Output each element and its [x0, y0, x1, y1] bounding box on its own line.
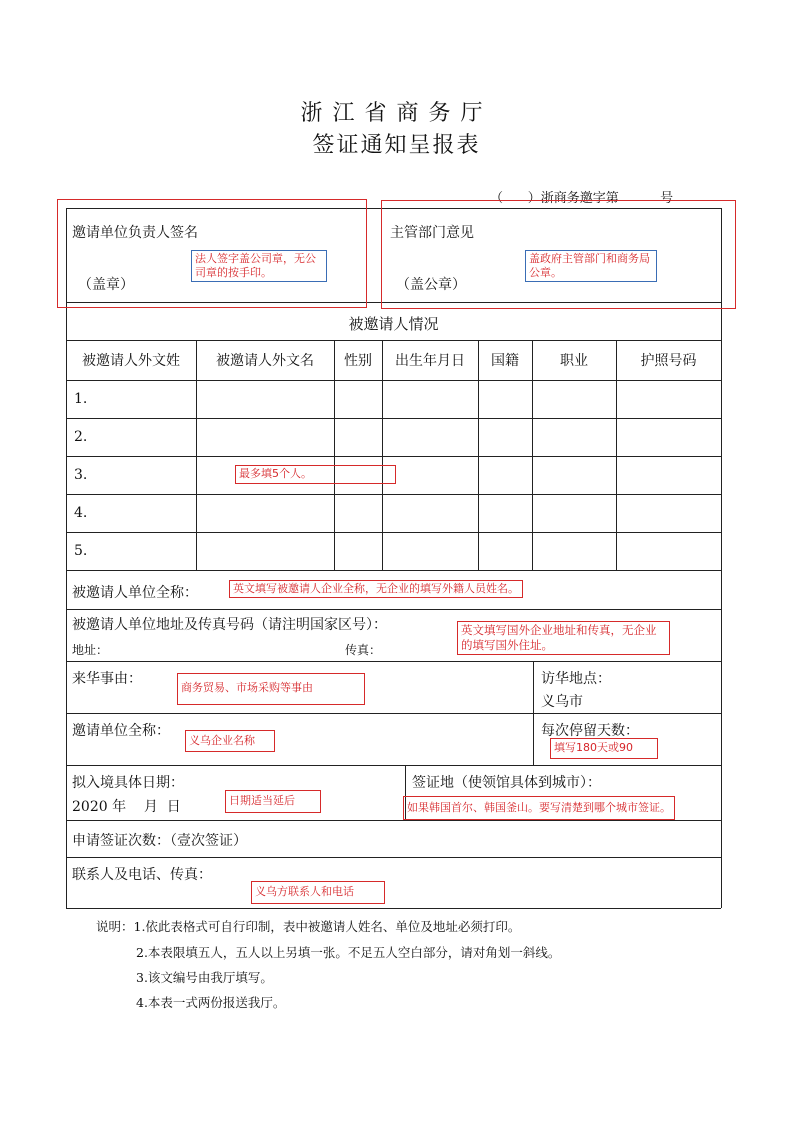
table-row[interactable]: 4. — [74, 505, 88, 521]
address-note: 英文填写国外企业地址和传真，无企业的填写国外住址。 — [457, 621, 670, 655]
stay-days-note: 填写180天或90 — [550, 738, 658, 759]
visa-place-label: 签证地 — [412, 775, 454, 791]
column-header-gender: 性别 — [344, 353, 372, 369]
table-row[interactable]: 3. — [74, 467, 88, 483]
invitee-section-title: 被邀请人情况 — [348, 315, 439, 333]
column-header-birthdate: 出生年月日 — [395, 353, 465, 369]
visa-times-label: 申请签证次数： — [72, 833, 170, 849]
purpose-note: 商务贸易、市场采购等事由 — [177, 673, 365, 705]
table-row[interactable]: 1. — [74, 391, 88, 407]
column-header-nationality: 国籍 — [491, 353, 519, 369]
form-title: 签证通知呈报表 — [312, 133, 481, 158]
entry-date-note: 日期适当延后 — [225, 790, 321, 813]
column-header-surname: 被邀请人外文姓 — [82, 353, 180, 369]
footnote-2: 2.本表限填五人，五人以上另填一张。不足五人空白部分，请对角划一斜线。 — [136, 945, 561, 960]
unit-name-note: 英文填写被邀请人企业全称，无企业的填写外籍人员姓名。 — [229, 580, 523, 598]
invitee-address-fax-label: 被邀请人单位地址及传真号码 — [72, 617, 254, 633]
visa-place-note: 如果韩国首尔、韩国釜山。要写清楚到哪个城市签证。 — [403, 796, 675, 820]
column-header-given-name: 被邀请人外文名 — [216, 353, 314, 369]
max-people-note: 最多填5个人。 — [235, 465, 396, 484]
visit-place-label: 访华地点： — [541, 671, 611, 687]
inviter-stamp-label: （盖章） — [78, 277, 134, 293]
visa-times-value: （壹次签证） — [170, 833, 247, 849]
footnote-4: 4.本表一式两份报送我厅。 — [136, 995, 286, 1010]
serial-number: （ ）浙商务邀字第 号 — [490, 191, 674, 206]
gov-stamp-note: 盖政府主管部门和商务局公章。 — [525, 250, 657, 282]
signature-note: 法人签字盖公司章，无公司章的按手印。 — [191, 250, 327, 282]
authority-stamp-label: （盖公章） — [396, 277, 466, 293]
visit-place-value: 义乌市 — [541, 694, 583, 710]
column-header-passport: 护照号码 — [640, 353, 697, 369]
table-row[interactable]: 2. — [74, 429, 88, 445]
column-header-occupation: 职业 — [560, 353, 588, 369]
contact-label: 联系人及电话、传真： — [72, 867, 212, 883]
table-row[interactable]: 5. — [74, 543, 88, 559]
inviter-signature-label: 邀请单位负责人签名 — [72, 225, 198, 241]
stay-days-label: 每次停留天数： — [541, 723, 639, 739]
issuer-title: 浙江省商务厅 — [300, 101, 493, 126]
visit-purpose-label: 来华事由： — [72, 671, 142, 687]
footnote-1: 说明：1.依此表格式可自行印制，表中被邀请人姓名、单位及地址必须打印。 — [96, 919, 521, 934]
address-label: 地址： — [72, 643, 109, 657]
inviting-unit-note: 义乌企业名称 — [185, 730, 275, 752]
inviting-unit-label: 邀请单位全称： — [72, 723, 170, 739]
footnote-3: 3.该文编号由我厅填写。 — [136, 970, 273, 985]
visa-place-hint: （使领馆具体到城市）： — [454, 775, 601, 791]
invitee-unit-name-label: 被邀请人单位全称： — [72, 585, 198, 601]
fax-label: 传真： — [345, 643, 382, 657]
entry-date-value: 2020 年 月 日 — [72, 799, 181, 815]
contact-note: 义乌方联系人和电话 — [251, 881, 385, 904]
authority-opinion-label: 主管部门意见 — [390, 225, 474, 241]
entry-date-label: 拟入境具体日期： — [72, 775, 184, 791]
address-fax-hint: （请注明国家区号）： — [254, 617, 387, 633]
